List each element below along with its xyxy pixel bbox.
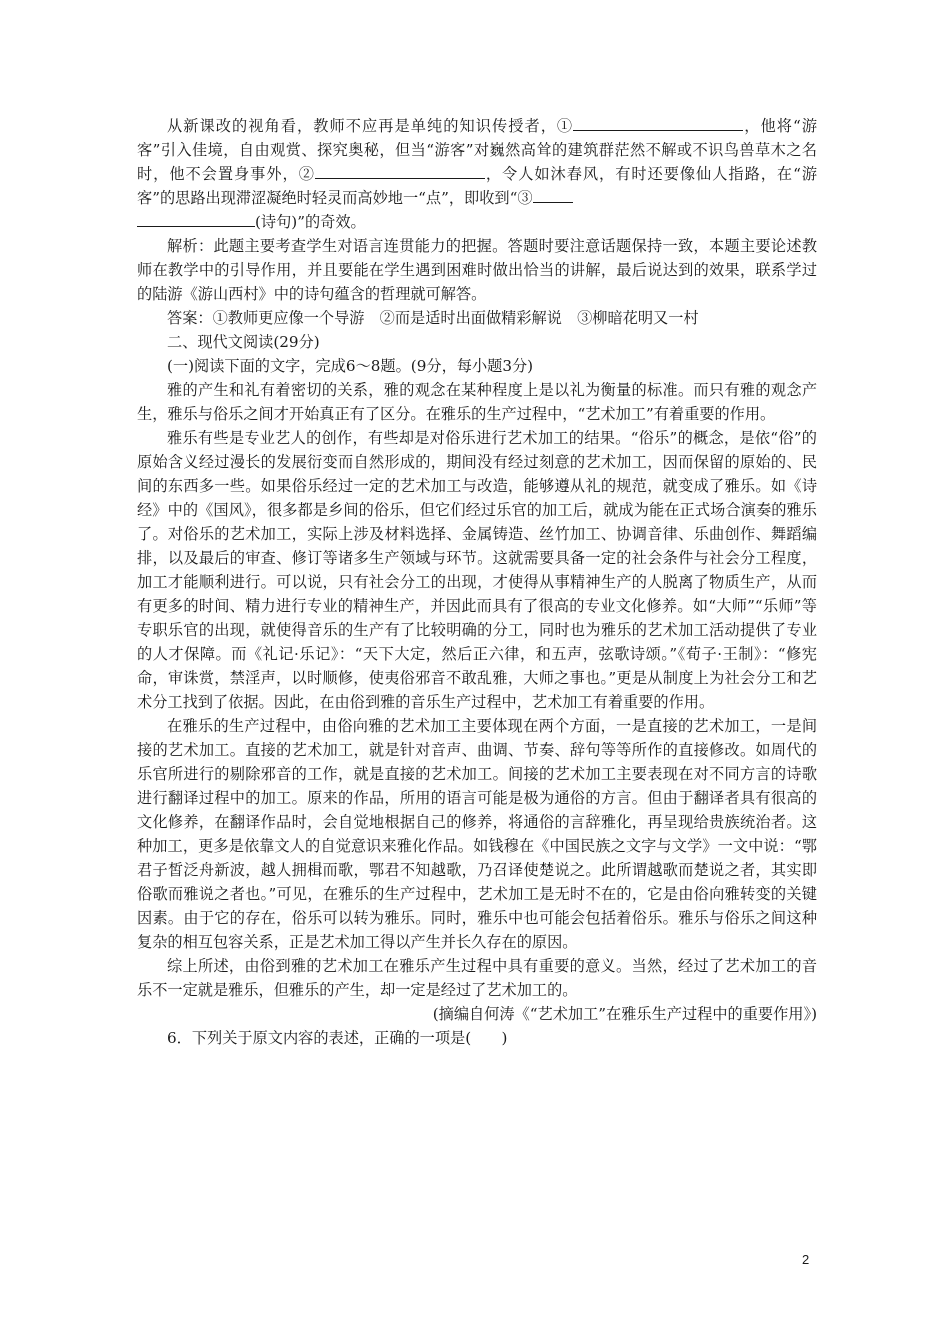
page-number: 2 [802, 1252, 810, 1267]
paragraph-3: 在雅乐的生产过程中，由俗向雅的艺术加工主要体现在两个方面，一是直接的艺术加工，一是间接的艺术加工。直接的艺术加工，就是针对音声、曲调、节奏、辞句等等所作的直接修改。如周代的乐官所进行的剔除邪音的工作，就是直接的艺术加工。间接的艺术加工主要表现在对不同方言的诗歌进行翻译过程中的加工。原来的作品，所用的语言可能是极为通俗的方言。但由于翻译者具有很高的文化修养，在翻译作品时，会自觉地根据自己的修养，将通俗的言辞雅化，再呈现给贵族统治者。这种加工，更多是依靠文人的自觉意识来雅化作品。如钱穆在《中国民族之文字与文学》一文中说：“鄂君子皙泛舟新波，越人拥楫而歌，鄂君不知越歌，乃召译使楚说之。此所谓越歌而楚说之者，其实即俗歌而雅说之者也。”可见，在雅乐的生产过程中，艺术加工是无时不在的，它是由俗向雅转变的关键因素。由于它的存在，俗乐可以转为雅乐。同时，雅乐中也可能会包括着俗乐。雅乐与俗乐之间这种复杂的相互包容关系，正是艺术加工得以产生并长久存在的原因。 [137, 717, 817, 951]
answer-blank-2 [315, 162, 485, 179]
document-body [137, 114, 817, 1050]
paragraph-4: 综上所述，由俗到雅的艺术加工在雅乐产生过程中具有重要的意义。当然，经过了艺术加工的音乐不一定就是雅乐，但雅乐的产生，却一定是经过了艺术加工的。 [137, 957, 817, 999]
fill-in-text-2: ，他将“游客”引入佳境，自由观赏、探究奥秘，但当“游客”对巍然高耸的建筑群茫然不解或不识鸟兽草木之名时，他不会置身事外，② [137, 117, 818, 183]
question-6: 6．下列关于原文内容的表述，正确的一项是( ) [167, 1029, 508, 1047]
fill-in-text-4: (诗句)”的奇效。 [255, 213, 366, 231]
fill-in-text-3: ，令人如沐春风，有时还要像仙人指路，在“游客”的思路出现滞涩凝绝时轻灵而高妙地一“点”，即收到“③ [137, 165, 818, 207]
paragraph-2: 雅乐有些是专业艺人的创作，有些却是对俗乐进行艺术加工的结果。“俗乐”的概念，是依“俗”的原始含义经过漫长的发展衍变而自然形成的，期间没有经过刻意的艺术加工，因而保留的原始的、民间的东西多一些。如果俗乐经过一定的艺术加工与改造，能够遵从礼的规范，就变成了雅乐。如《诗经》中的《国风》，很多都是乡间的俗乐，但它们经过乐官的加工后，就成为能在正式场合演奏的雅乐了。对俗乐的艺术加工，实际上涉及材料选择、金属铸造、丝竹加工、协调音律、乐曲创作、舞蹈编排，以及最后的审查、修订等诸多生产领域与环节。这就需要具备一定的社会条件与社会分工程度，加工才能顺利进行。可以说，只有社会分工的出现，才使得从事精神生产的人脱离了物质生产，从而有更多的时间、精力进行专业的精神生产，并因此而具有了很高的专业文化修养。如“大师”“乐师”等专职乐官的出现，就使得音乐的生产有了比较明确的分工，同时也为雅乐的艺术加工活动提供了专业的人才保障。而《礼记·乐记》：“天下大定，然后正六律，和五声，弦歌诗颂。”《荀子·王制》：“修宪命，审诛赏，禁淫声，以时顺修，使夷俗邪音不敢乱雅，大师之事也。”更是从制度上为社会分工和艺术分工找到了依据。因此，在由俗到雅的音乐生产过程中，艺术加工有着重要的作用。 [137, 429, 817, 711]
answer-text: 答案：①教师更应像一个导游 ②而是适时出面做精彩解说 ③柳暗花明又一村 [167, 309, 699, 327]
answer-blank-1 [573, 114, 743, 131]
section-title: 二、现代文阅读(29分) [167, 333, 320, 351]
answer-blank-3b [137, 210, 255, 227]
analysis-text: 解析：此题主要考查学生对语言连贯能力的把握。答题时要注意话题保持一致，本题主要论述教师在教学中的引导作用，并且要能在学生遇到困难时做出恰当的讲解，最后说达到的效果，联系学过的陆游《游山西村》中的诗句蕴含的哲理就可解答。 [137, 237, 817, 303]
paragraph-1: 雅的产生和礼有着密切的关系，雅的观念在某种程度上是以礼为衡量的标准。而只有雅的观念产生，雅乐与俗乐之间才开始真正有了区分。在雅乐的生产过程中，“艺术加工”有着重要的作用。 [137, 381, 817, 423]
fill-in-text-1: 从新课改的视角看，教师不应再是单纯的知识传授者，① [167, 117, 574, 135]
subsection-title: (一)阅读下面的文字，完成6～8题。(9分，每小题3分) [167, 357, 534, 375]
source-citation: (摘编自何涛《“艺术加工”在雅乐生产过程中的重要作用》) [432, 1005, 817, 1023]
fill-in-question [137, 114, 817, 234]
answer-blank-3a [533, 186, 573, 203]
